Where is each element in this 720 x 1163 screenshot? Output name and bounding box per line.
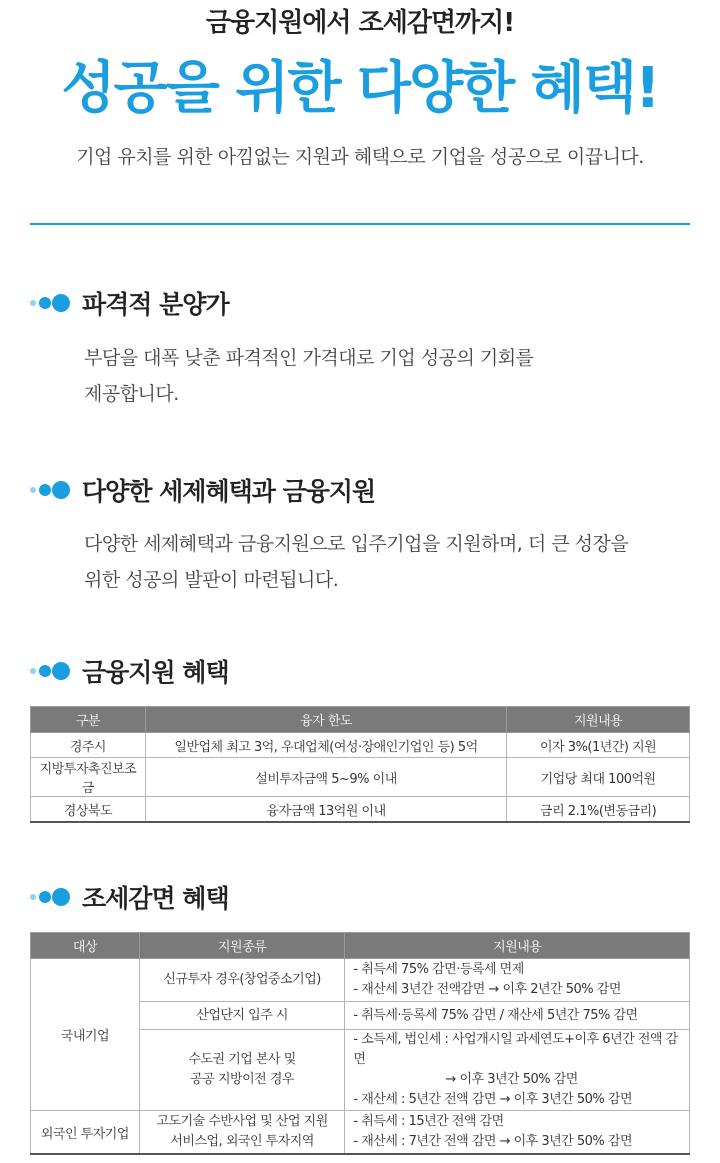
support-content-cell — [345, 1002, 690, 1030]
table-cell: 융자금액 13억원 이내 — [145, 797, 506, 823]
support-type-cell: 신규투자 경우(창업중소기업) — [139, 959, 345, 1002]
table-header-row — [31, 933, 690, 959]
type-line: 서비스업, 외국인 투자지역 — [170, 1134, 314, 1149]
target-cell: 국내기업 — [31, 959, 140, 1111]
bullet-dots-icon — [30, 293, 70, 313]
table-row — [31, 733, 690, 758]
tax-table — [30, 932, 690, 1155]
table-row — [31, 758, 690, 797]
section-body-benefits — [84, 526, 694, 598]
table-header-row — [31, 707, 690, 733]
support-type-cell: 산업단지 입주 시 — [139, 1002, 345, 1030]
support-type-cell — [139, 1030, 345, 1111]
support-content-cell — [345, 1111, 690, 1155]
table-cell: 설비투자금액 5~9% 이내 — [145, 758, 506, 797]
type-line: 공공 지방이전 경우 — [190, 1072, 294, 1087]
column-header: 지원내용 — [345, 933, 690, 959]
section-header-tax — [30, 880, 229, 914]
column-header: 구분 — [31, 707, 146, 733]
column-header: 지원내용 — [507, 707, 690, 733]
content-line: - 재산세 : 5년간 전액 감면 → 이후 3년간 50% 감면 — [353, 1092, 633, 1107]
table-cell: 금리 2.1%(변동금리) — [507, 797, 690, 823]
content-line: - 재산세 : 7년간 전액 감면 → 이후 3년간 50% 감면 — [353, 1134, 633, 1149]
section-header-finance — [30, 654, 229, 688]
bullet-dots-icon — [30, 887, 70, 907]
content-line: - 취득세 75% 감면·등록세 면제 — [353, 962, 524, 977]
body-line: 부담을 대폭 낮춘 파격적인 가격대로 기업 성공의 기회를 — [84, 347, 534, 369]
body-line: 다양한 세제혜택과 금융지원으로 입주기업을 지원하며, 더 큰 성장을 — [84, 533, 629, 555]
section-header-pricing — [30, 286, 229, 320]
body-line: 위한 성공의 발판이 마련됩니다. — [84, 569, 339, 591]
hero-description: 기업 유치를 위한 아낌없는 지원과 혜택으로 기업을 성공으로 이끕니다. — [76, 146, 644, 168]
type-line: 고도기술 수반사업 및 산업 지원 — [156, 1114, 328, 1129]
content-line: → 이후 3년간 50% 감면 — [445, 1072, 578, 1087]
column-header: 융자 한도 — [145, 707, 506, 733]
table-row — [31, 797, 690, 823]
content-line: - 취득세·등록세 75% 감면 / 재산세 5년간 75% 감면 — [353, 1007, 638, 1023]
content-line: - 취득세 : 15년간 전액 감면 — [353, 1114, 504, 1129]
finance-table — [30, 706, 690, 823]
column-header: 대상 — [31, 933, 140, 959]
support-content-cell — [345, 959, 690, 1002]
table-cell: 기업당 최대 100억원 — [507, 758, 690, 797]
target-cell: 외국인 투자기업 — [31, 1111, 140, 1155]
table-row — [31, 1111, 690, 1155]
bullet-dots-icon — [30, 661, 70, 681]
table-cell: 경주시 — [31, 733, 146, 758]
body-line: 제공합니다. — [84, 383, 179, 405]
table-cell: 경상북도 — [31, 797, 146, 823]
hero-subtitle: 금융지원에서 조세감면까지! — [205, 8, 515, 38]
support-content-cell — [345, 1030, 690, 1111]
section-body-pricing — [84, 340, 694, 412]
table-row — [31, 959, 690, 1002]
column-header: 지원종류 — [139, 933, 345, 959]
content-line: - 소득세, 법인세 : 사업개시일 과세연도+이후 6년간 전액 감면 — [353, 1032, 678, 1067]
table-cell: 지방투자촉진보조금 — [31, 758, 146, 797]
section-title: 금융지원 혜택 — [82, 658, 229, 687]
support-type-cell — [139, 1111, 345, 1155]
section-title: 조세감면 혜택 — [82, 884, 229, 913]
divider-line — [30, 223, 690, 225]
table-cell: 이자 3%(1년간) 지원 — [507, 733, 690, 758]
type-line: 수도권 기업 본사 및 — [188, 1052, 296, 1067]
section-title: 파격적 분양가 — [82, 290, 229, 319]
section-header-benefits — [30, 473, 375, 507]
hero-title: 성공을 위한 다양한 혜택! — [61, 56, 659, 121]
section-title: 다양한 세제혜택과 금융지원 — [82, 477, 376, 506]
table-cell: 일반업체 최고 3억, 우대업체(여성·장애인기업인 등) 5억 — [145, 733, 506, 758]
content-line: - 재산세 3년간 전액감면 → 이후 2년간 50% 감면 — [353, 982, 621, 997]
bullet-dots-icon — [30, 480, 70, 500]
